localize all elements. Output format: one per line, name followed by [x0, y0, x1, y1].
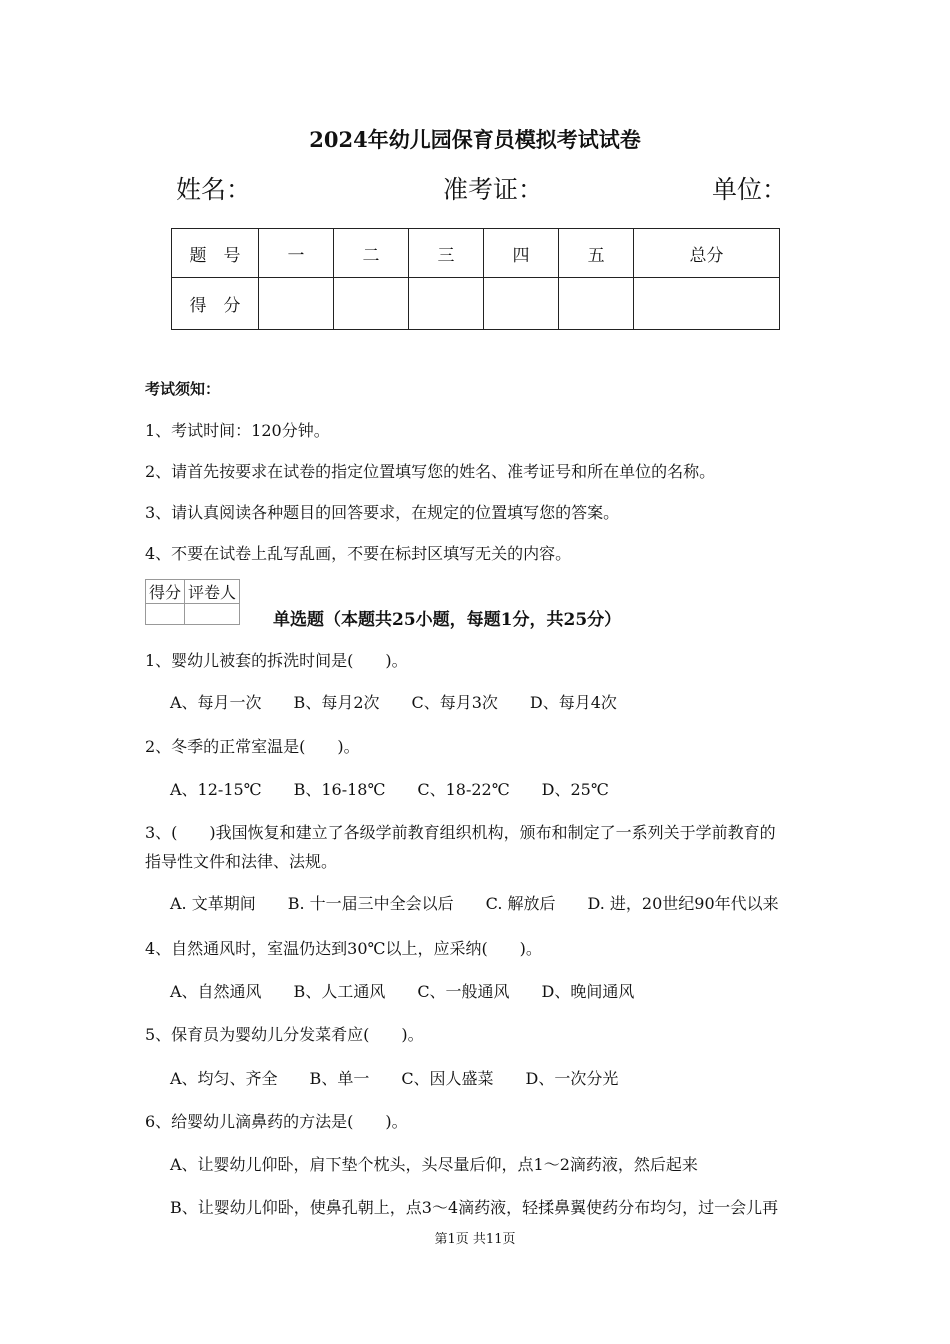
score-cell[interactable]: [334, 278, 409, 330]
question-text-continued: 指导性文件和法律、法规。: [145, 852, 338, 871]
section-title: 单选题（本题共25小题，每题1分，共25分）: [273, 610, 622, 630]
question-options: A、均匀、齐全 B、单一 C、因人盛菜 D、一次分光: [170, 1069, 619, 1088]
question-text: 6、给婴幼儿滴鼻药的方法是( )。: [145, 1112, 408, 1131]
unit-label: 单位：: [712, 175, 788, 204]
question-options: A、每月一次 B、每月2次 C、每月3次 D、每月4次: [170, 693, 617, 712]
score-header-cell: 三: [409, 229, 484, 278]
name-label: 姓名：: [176, 175, 252, 204]
question-text: 2、冬季的正常室温是( )。: [145, 737, 360, 756]
page-title: 2024年幼儿园保育员模拟考试试卷: [309, 127, 641, 152]
score-row-label: 得 分: [172, 278, 259, 330]
question-options: A、12-15℃ B、16-18℃ C、18-22℃ D、25℃: [170, 780, 609, 799]
question-text: 1、婴幼儿被套的拆洗时间是( )。: [145, 651, 408, 670]
grader-reviewer-label: 评卷人: [185, 580, 240, 604]
score-cell[interactable]: [634, 278, 780, 330]
notice-item: 1、考试时间：120分钟。: [145, 421, 330, 440]
score-header-cell: 总分: [634, 229, 780, 278]
score-cell[interactable]: [559, 278, 634, 330]
notice-item: 3、请认真阅读各种题目的回答要求，在规定的位置填写您的答案。: [145, 503, 620, 522]
score-header-cell: 四: [484, 229, 559, 278]
score-cell[interactable]: [484, 278, 559, 330]
page-footer: 第1页 共11页: [434, 1232, 516, 1247]
question-options: A、自然通风 B、人工通风 C、一般通风 D、晚间通风: [170, 982, 635, 1001]
score-header-cell: 一: [259, 229, 334, 278]
score-table: [171, 228, 780, 330]
score-cell[interactable]: [259, 278, 334, 330]
exam-id-label: 准考证：: [443, 175, 544, 204]
question-option-a: A、让婴幼儿仰卧，肩下垫个枕头，头尽量后仰，点1～2滴药液，然后起来: [170, 1155, 698, 1174]
score-header-cell: 五: [559, 229, 634, 278]
score-table-header-row: [172, 229, 780, 278]
question-text: 3、( )我国恢复和建立了各级学前教育组织机构，颁布和制定了一系列关于学前教育的: [145, 823, 776, 842]
question-option-b: B、让婴幼儿仰卧，使鼻孔朝上，点3～4滴药液，轻揉鼻翼使药分布均匀，过一会儿再: [170, 1198, 779, 1217]
question-text: 5、保育员为婴幼儿分发菜肴应( )。: [145, 1025, 424, 1044]
score-table-score-row: [172, 278, 780, 330]
grader-box: [145, 579, 240, 625]
question-options: A. 文革期间 B. 十一届三中全会以后 C. 解放后 D. 进，20世纪90年代以来: [170, 894, 779, 913]
question-text: 4、自然通风时，室温仍达到30℃以上，应采纳( )。: [145, 939, 542, 958]
score-header-cell: 二: [334, 229, 409, 278]
score-cell[interactable]: [409, 278, 484, 330]
score-header-cell: 题 号: [172, 229, 259, 278]
notice-heading: 考试须知：: [145, 380, 221, 398]
grader-reviewer-cell[interactable]: [185, 604, 240, 625]
grader-score-label: 得分: [146, 580, 185, 604]
notice-item: 4、不要在试卷上乱写乱画，不要在标封区填写无关的内容。: [145, 544, 572, 563]
notice-item: 2、请首先按要求在试卷的指定位置填写您的姓名、准考证号和所在单位的名称。: [145, 462, 716, 481]
grader-score-cell[interactable]: [146, 604, 185, 625]
